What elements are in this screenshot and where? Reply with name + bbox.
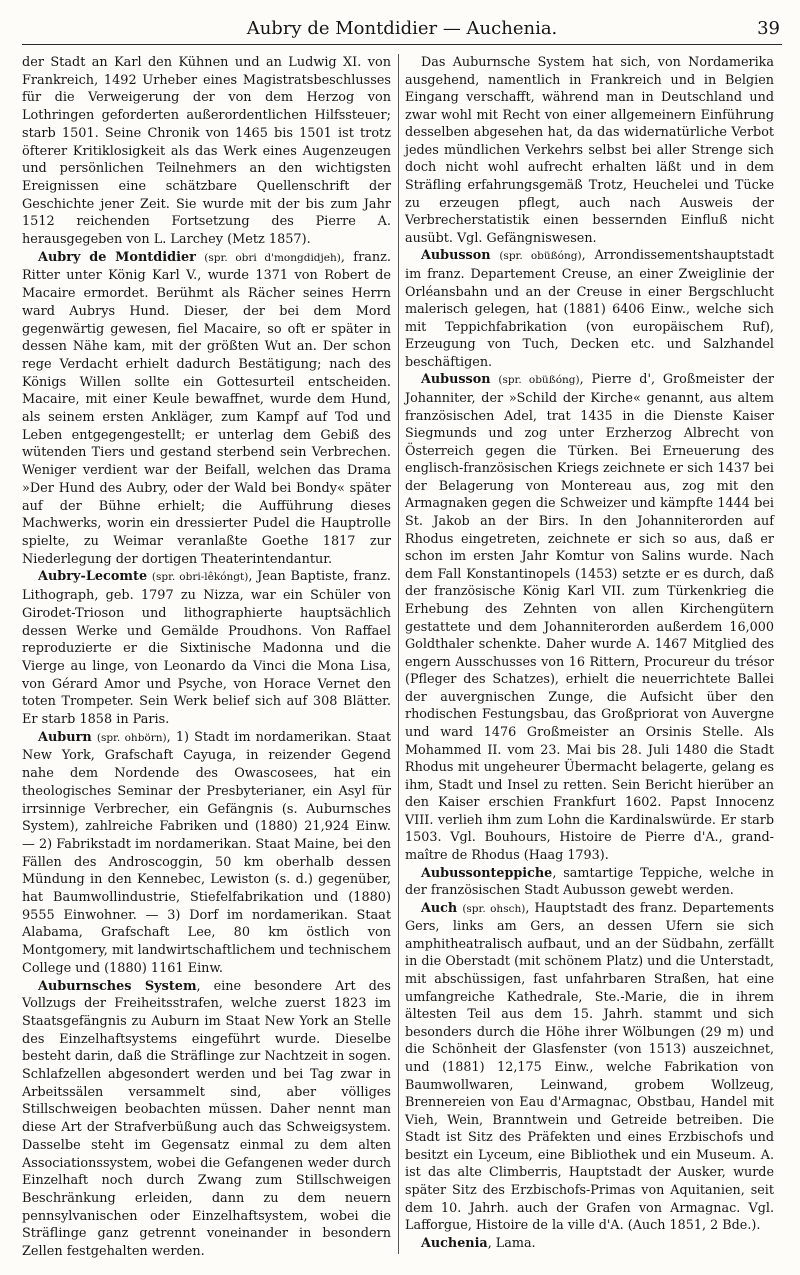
entry-auburn: [22, 729, 391, 978]
entry-text: , Lama.: [487, 1235, 536, 1251]
running-head-title: Aubry de Montdidier — Auchenia.: [246, 18, 558, 39]
column-divider: [398, 54, 399, 1254]
pronunciation: (spr. obüßóng): [499, 250, 582, 263]
entry-headword: Aubussonteppiche: [421, 865, 553, 881]
entry-text: , Arrondissementshauptstadt im franz. Departement Creuse, an einer Zweiglinie der Orléansbahn und an der Creuse in einer Bergschlucht malerisch gelegen, hat (1881) 6406 Einw., welche sich mit Teppichfabrikation (von europäischem Ruf), Erzeugung von Tuch, Decken etc. und Salzhandel beschäftigen.: [405, 248, 774, 370]
entry-headword: Auburn: [38, 729, 92, 745]
left-column: [22, 54, 391, 1261]
entry-text: , Pierre d', Großmeister der Johanniter, der »Schild der Kirche« genannt, aus altem französischen Adel, trat 1435 in die Dienste Kaiser Siegmunds und zog unter Erzherzog Albrecht von Österreich gegen die Türken. Bei Erneuerung des englisch-französischen Kriegs zeichnete er sich 1437 bei der Belagerung von Montereau aus, zog mit den Armagnaken gegen die Schweizer und kämpfte 1444 bei St. Jakob an der Birs. In den Johanniterorden auf Rhodus eingetreten, zeichnete er sich so aus, daß er schon im ersten Jahr Komtur von Salins wurde. Nach dem Fall Konstantinopels (1453) setzte er es durch, daß der französische König Karl VII. zum Türkenkrieg die Erhebung des Zehnten von allen Kirchengütern gestattete und dem Johanniterorden außerdem 16,000 Goldthaler schenkte. Daher wurde A. 1467 Mitglied des engern Ausschusses von 16 Rittern, Procureur du trésor (Pfleger des Schatzes), erhielt die neuerrichtete Ballei der auvergnischen Zunge, die Aufsicht über den rhodischen Festungsbau, das Großpriorat von Auvergne und ward 1476 Großmeister an Orsinis Stelle. Als Mohammed II. vom 23. Mai bis 28. Juli 1480 die Stadt Rhodus mit ungeheurer Übermacht belagerte, gelang es ihm, Stadt und Insel zu retten. Sein Bericht hierüber an den Kaiser erschien Frankfurt 1602. Papst Innocenz VIII. verlieh ihm zum Lohn die Kardinalswürde. Er starb 1503. Vgl. Bouhours, Histoire de Pierre d'A., grand-maître de Rhodus (Haag 1793).: [405, 372, 775, 864]
entry-aubry-de-montdidier: [22, 249, 391, 569]
entry-aubry-lecomte: [22, 568, 391, 728]
pronunciation: (spr. ohsch): [462, 902, 526, 915]
dictionary-page: [22, 14, 782, 1264]
continuation-paragraph: Das Auburnsche System hat sich, von Nordamerika ausgehend, namentlich in Frankreich und in Belgien Eingang verschafft, während man in Deutschland und zwar wohl mit Recht von einer allgemeinern Einführung desselben abgesehen hat, da das widernatürliche Verbot jedes mündlichen Verkehrs selbst bei aller Strenge sich doch nicht wohl aufrecht erhalten läßt und in dem Sträfling erfahrungsgemäß Trotz, Heuchelei und Tücke zu erzeugen pflegt, auch nach Ausweis der Verbrecherstatistik einen bessernden Einfluß nicht ausübt. Vgl. Gefängniswesen.: [405, 55, 774, 246]
entry-headword: Aubry de Montdidier: [38, 249, 196, 265]
entry-text: , samtartige Teppiche, welche in der französischen Stadt Aubusson gewebt werden.: [405, 865, 774, 899]
entry-text: , franz. Ritter unter König Karl V., wurde 1371 von Robert de Macaire ermordet. Berühmt als Rächer seines Herrn ward Aubrys Hund. Dieser, der bei dem Mord gegenwärtig gewesen, fiel Macaire, so oft er später in dessen Nähe kam, mit der größten Wut an. Der schon rege Verdacht erhielt dadurch Bestätigung; nach des Königs Willen sollte ein Gottesurteil entscheiden. Macaire, mit einer Keule bewaffnet, wurde dem Hund, als seinem ersten Ankläger, zum Kampf auf Tod und Leben entgegengestellt; er unterlag dem Gebiß des wütenden Tiers und gestand sterbend sein Verbrechen. Weniger verdient war der Beifall, welchen das Drama »Der Hund des Aubry, oder der Wald bei Bondy« später auf der Bühne erhielt; die Aufführung dieses Machwerks, worin ein dressierter Pudel die Hauptrolle spielte, zu Weimar veranlaßte Goethe 1817 zur Niederlegung der dortigen Theaterintendantur.: [22, 249, 391, 567]
entry-headword: Aubusson: [421, 248, 491, 264]
running-head: [22, 14, 782, 45]
entry-headword: Auchenia: [421, 1235, 488, 1251]
entry-aubusson-town: [405, 247, 774, 371]
entry-auburnsches-system: [22, 978, 391, 1261]
entry-aubussonteppiche: [405, 865, 774, 900]
entry-text: , eine besondere Art des Vollzugs der Freiheitsstrafen, welche zuerst 1823 im Staatsgefängnis zu Auburn im Staat New York an Stelle des Einzelhaftsystems eingeführt wurde. Dieselbe besteht darin, daß die Sträflinge zur Nachtzeit in sogen. Schlafzellen abgesondert werden und bei Tag zwar in Arbeitssälen versammelt sind, aber völliges Stillschweigen beobachten müssen. Daher nennt man diese Art der Strafverbüßung auch das Schweigsystem. Dasselbe steht im Gegensatz einmal zu dem alten Associationssystem, wobei die Gefangenen weder durch Einzelhaft noch durch Zwang zum Stillschweigen Beschränkung erleiden, dann zu dem neuern pennsylvanischen oder Einzelhaftsystem, wobei die Sträflinge ganz getrennt voneinander in besondern Zellen festgehalten werden.: [22, 978, 391, 1260]
entry-headword: Aubusson: [421, 372, 491, 388]
pronunciation: (spr. obüßóng): [498, 374, 580, 387]
page-number: 39: [757, 18, 780, 39]
right-column: [405, 54, 774, 1252]
entry-aubusson-pierre: [405, 371, 774, 864]
continuation-paragraph: der Stadt an Karl den Kühnen und an Ludwig XI. von Frankreich, 1492 Urheber eines Magistratsbeschlusses für die Verweigerung der von dem Herzog von Lothringen geforderten außerordentlichen Hilfssteuer; starb 1501. Seine Chronik von 1465 bis 1501 ist trotz öfterer Kritiklosigkeit als das Werk eines Augenzeugen und persönlichen Teilnehmers an den wichtigsten Ereignissen eine schätzbare Quellenschrift der Geschichte jener Zeit. Sie wurde mit der bis zum Jahr 1512 reichenden Fortsetzung des Pierre A. herausgegeben von L. Larchey (Metz 1857).: [22, 55, 391, 248]
entry-text: , Hauptstadt des franz. Departements Gers, links am Gers, an dessen Ufern sie sich amphitheatralisch aufbaut, und an der Südbahn, zerfällt in die Oberstadt (mit schönem Platz) und die Unterstadt, mit abschüssigen, fast unfahrbaren Straßen, hat eine umfangreiche Kathedrale, Ste.-Marie, die in ihrem ältesten Teil aus dem 15. Jahrh. stammt und sich besonders durch die Höhe ihrer Wölbungen (29 m) und die Schönheit der Glasfenster (von 1513) auszeichnet, und (1881) 12,175 Einw., welche Fabrikation von Baumwollwaren, Leinwand, grobem Wollzeug, Brennereien von Eau d'Armagnac, Obstbau, Handel mit Vieh, Wein, Branntwein und Getreide betreiben. Die Stadt ist Sitz des Präfekten und eines Erzbischofs und besitzt ein Lyceum, eine Bibliothek und ein Museum. A. ist das alte Climberris, Hauptstadt der Ausker, wurde später Sitz des Erzbischofs-Primas von Aquitanien, seit dem 10. Jahrh. auch der Grafen von Armagnac. Vgl. Lafforgue, Histoire de la ville d'A. (Auch 1851, 2 Bde.).: [405, 900, 774, 1234]
entry-text: , Jean Baptiste, franz. Lithograph, geb. 1797 zu Nizza, war ein Schüler von Girodet-Trioson und lithographierte hauptsächlich dessen Werke und Gemälde Proudhons. Von Raffael reproduzierte er die Sixtinische Madonna und die Vierge au linge, von Leonardo da Vinci die Mona Lisa, von Gérard Amor und Psyche, von Horace Vernet den toten Trompeter. Sein Werk belief sich auf 308 Blätter. Er starb 1858 in Paris.: [22, 569, 391, 728]
entry-headword: Auburnsches System: [38, 978, 197, 994]
entry-auchenia: [405, 1235, 774, 1253]
pronunciation: (spr. obri d'mongdidjeh): [204, 251, 341, 264]
entry-text: , 1) Stadt im nordamerikan. Staat New York, Grafschaft Cayuga, in reizender Gegend nahe dem Nordende des Owascosees, hat ein theologisches Seminar der Presbyterianer, ein Asyl für irrsinnige Verbrecher, ein Gefängnis (s. Auburnsches System), zahlreiche Fabriken und (1880) 21,924 Einw. — 2) Fabrikstadt im nordamerikan. Staat Maine, bei den Fällen des Androscoggin, 50 km oberhalb dessen Mündung in den Kennebec, Lewiston (s. d.) gegenüber, hat Baumwollindustrie, Stiefelfabrikation und (1880) 9555 Einwohner. — 3) Dorf im nordamerikan. Staat Alabama, Grafschaft Lee, 80 km östlich von Montgomery, mit landwirtschaftlichem und technischem College und (1880) 1161 Einw.: [22, 729, 391, 976]
pronunciation: (spr. obri-lêkóngt): [151, 571, 249, 584]
entry-headword: Aubry-Lecomte: [38, 569, 148, 585]
entry-auch: [405, 900, 774, 1235]
entry-headword: Auch: [421, 900, 458, 916]
pronunciation: (spr. ohbörn): [96, 731, 167, 744]
